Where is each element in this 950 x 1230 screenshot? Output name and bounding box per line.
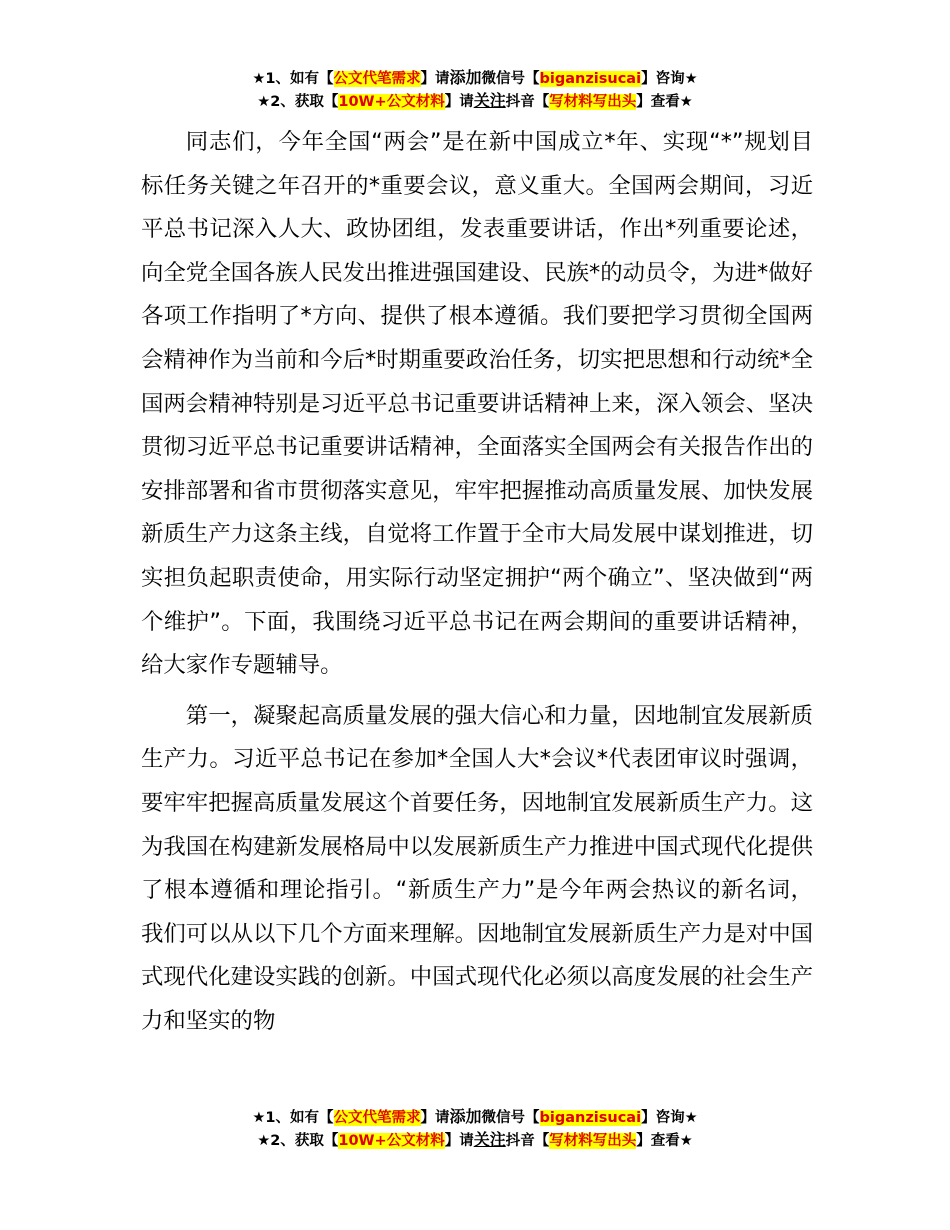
service-highlight: 公文代笔需求 xyxy=(333,71,421,87)
promo-prefix: ★1、如有【 xyxy=(252,1110,334,1126)
promo-text: 抖音【 xyxy=(505,1133,550,1149)
document-body xyxy=(141,121,813,1043)
wechat-id-highlight: biganzisucai xyxy=(539,1110,642,1126)
promo-text: 】请 xyxy=(420,71,450,87)
promo-prefix: ★2、获取【 xyxy=(257,1133,339,1149)
promo-action: 关注 xyxy=(473,91,506,110)
douyin-id-highlight: 写材料写出头 xyxy=(549,1133,637,1149)
body-paragraph-2: 第一，凝聚起高质量发展的强大信心和力量，因地制宜发展新质生产力。习近平总书记在参加*全国人大*会议*代表团审议时强调，要牢牢把握高质量发展这个首要任务，因地制宜发展新质生产力。这为我国在构建新发展格局中以发展新质生产力推进中国式现代化提供了根本遵循和理论指引。“新质生产力”是今年两会热议的新名词，我们可以从以下几个方面来理解。因地制宜发展新质生产力是对中国式现代化建设实践的创新。中国式现代化必须以高度发展的社会生产力和坚实的物 xyxy=(141,702,813,1034)
header-promo-banner xyxy=(0,67,950,113)
promo-suffix: 】咨询★ xyxy=(641,71,698,87)
douyin-id-highlight: 写材料写出头 xyxy=(549,94,637,110)
promo-text: 】请 xyxy=(444,1133,474,1149)
promo-line-1 xyxy=(0,1106,950,1129)
promo-line-2 xyxy=(0,1129,950,1152)
promo-action: 添加 xyxy=(449,1107,482,1126)
footer-promo-banner xyxy=(0,1106,950,1152)
promo-text: 微信号【 xyxy=(481,71,540,87)
promo-text: 微信号【 xyxy=(481,1110,540,1126)
promo-prefix: ★1、如有【 xyxy=(252,71,334,87)
promo-line-2 xyxy=(0,90,950,113)
offer-highlight: 10W+公文材料 xyxy=(338,94,445,110)
promo-suffix: 】咨询★ xyxy=(641,1110,698,1126)
promo-suffix: 】查看★ xyxy=(636,94,693,110)
promo-text: 】请 xyxy=(420,1110,450,1126)
offer-highlight: 10W+公文材料 xyxy=(338,1133,445,1149)
wechat-id-highlight: biganzisucai xyxy=(539,71,642,87)
promo-line-1 xyxy=(0,67,950,90)
promo-text: 】请 xyxy=(444,94,474,110)
promo-suffix: 】查看★ xyxy=(636,1133,693,1149)
promo-prefix: ★2、获取【 xyxy=(257,94,339,110)
service-highlight: 公文代笔需求 xyxy=(333,1110,421,1126)
body-paragraph-1: 同志们，今年全国“两会”是在新中国成立*年、实现“*”规划目标任务关键之年召开的*重要会议，意义重大。全国两会期间，习近平总书记深入人大、政协团组，发表重要讲话，作出*列重要论述，向全党全国各族人民发出推进强国建设、民族*的动员令，为进*做好各项工作指明了*方向、提供了根本遵循。我们要把学习贯彻全国两会精神作为当前和今后*时期重要政治任务，切实把思想和行动统*全国两会精神特别是习近平总书记重要讲话精神上来，深入领会、坚决贯彻习近平总书记重要讲话精神，全面落实全国两会有关报告作出的安排部署和省市贯彻落实意见，牢牢把握推动高质量发展、加快发展新质生产力这条主线，自觉将工作置于全市大局发展中谋划推进，切实担负起职责使命，用实际行动坚定拥护“两个确立”、坚决做到“两个维护”。下面，我围绕习近平总书记在两会期间的重要讲话精神，给大家作专题辅导。 xyxy=(141,129,813,679)
promo-action: 关注 xyxy=(473,1130,506,1149)
promo-text: 抖音【 xyxy=(505,94,550,110)
promo-action: 添加 xyxy=(449,68,482,87)
